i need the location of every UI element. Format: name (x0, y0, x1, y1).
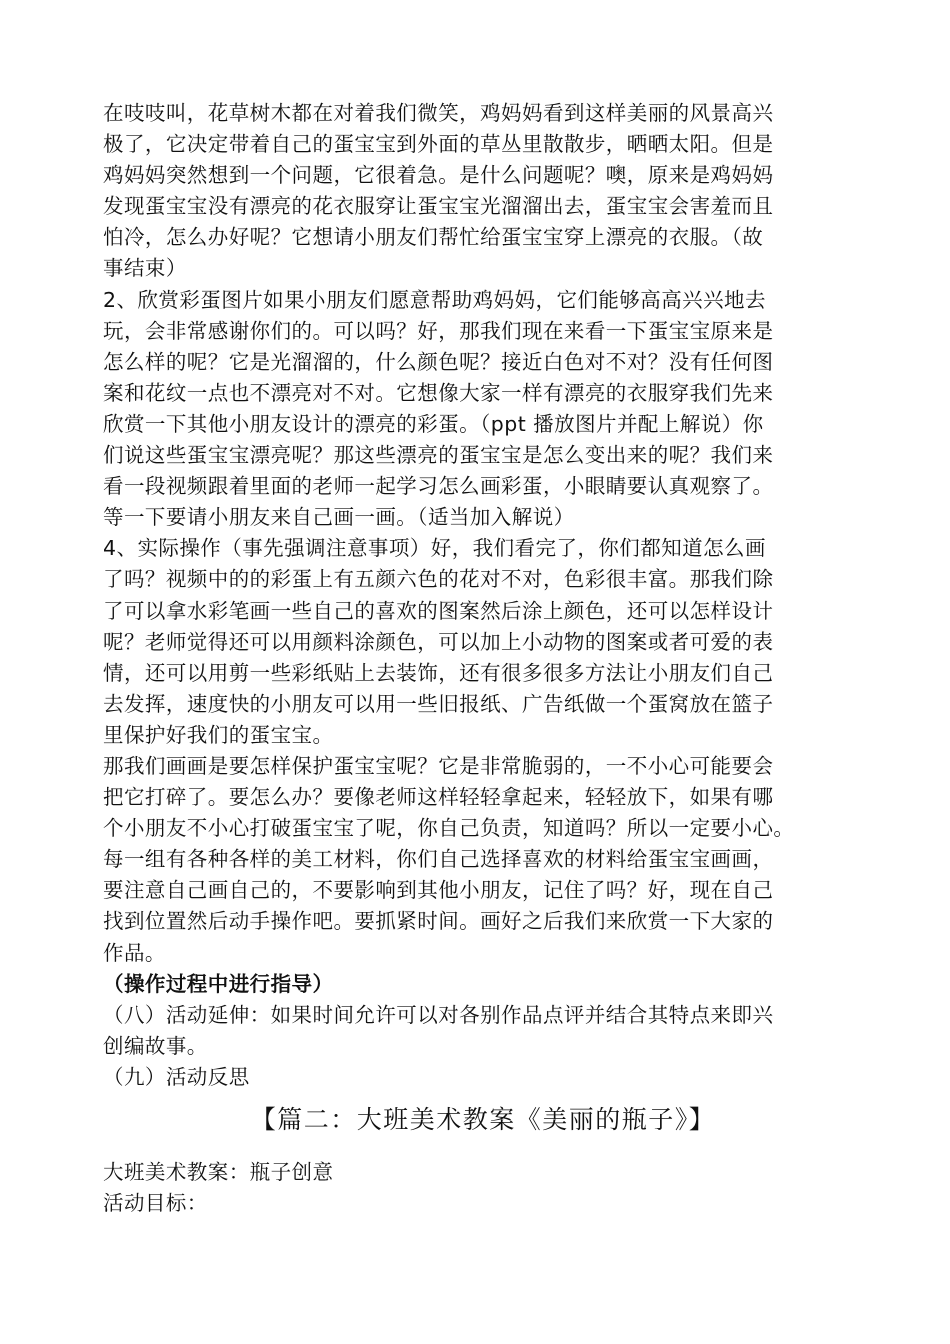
text-line: 把它打碎了。要怎么办？要像老师这样轻轻拿起来，轻轻放下，如果有哪 (103, 785, 774, 810)
text-line: 极了，它决定带着自己的蛋宝宝到外面的草丛里散散步，晒晒太阳。但是 (103, 132, 774, 157)
text-line: 发现蛋宝宝没有漂亮的花衣服穿让蛋宝宝光溜溜出去，蛋宝宝会害羞而且 (103, 194, 774, 219)
text-line: 2、欣赏彩蛋图片如果小朋友们愿意帮助鸡妈妈，它们能够高高兴兴地去 (103, 287, 766, 312)
paragraph-step-2 (103, 285, 863, 534)
text-line: 作品。 (103, 940, 166, 965)
text-line: 看一段视频跟着里面的老师一起学习怎么画彩蛋，小眼睛要认真观察了。 (103, 474, 774, 499)
activity-reflection: （九）活动反思 (103, 1064, 250, 1089)
section-heading: 【篇二：大班美术教案《美丽的瓶子》】 (250, 1105, 716, 1134)
goals-label: 活动目标： (103, 1191, 208, 1216)
text-line: 去发挥，速度快的小朋友可以用一些旧报纸、广告纸做一个蛋窝放在篮子 (103, 691, 774, 716)
text-line: 在吱吱叫，花草树木都在对着我们微笑，鸡妈妈看到这样美丽的风景高兴 (103, 101, 774, 125)
paragraph-step-4 (103, 533, 863, 751)
text-line: 等一下要请小朋友来自己画一画。（适当加入解说） (103, 505, 575, 530)
text-line: 要注意自己画自己的，不要影响到其他小朋友，记住了吗？好，现在自己 (103, 878, 774, 903)
text-line: 每一组有各种各样的美工材料，你们自己选择喜欢的材料给蛋宝宝画画， (103, 847, 774, 872)
text-line: 4、实际操作（事先强调注意事项）好，我们看完了，你们都知道怎么画 (103, 536, 766, 561)
text-line: 鸡妈妈突然想到一个问题，它很着急。是什么问题呢？噢，原来是鸡妈妈 (103, 163, 774, 188)
text-line: 了吗？视频中的的彩蛋上有五颜六色的花对不对，色彩很丰富。那我们除 (103, 567, 774, 592)
text-line: 那我们画画是要怎样保护蛋宝宝呢？它是非常脆弱的，一不小心可能要会 (103, 753, 774, 778)
text-line: 了可以拿水彩笔画一些自己的喜欢的图案然后涂上颜色，还可以怎样设计 (103, 598, 774, 623)
lesson-subtitle: 大班美术教案：瓶子创意 (103, 1160, 334, 1184)
text-line: 情，还可以用剪一些彩纸贴上去装饰，还有很多很多方法让小朋友们自己 (103, 660, 774, 685)
text-line: 怎么样的呢？它是光溜溜的，什么颜色呢？接近白色对不对？没有任何图 (103, 349, 774, 374)
text-line: 创编故事。 (103, 1033, 208, 1058)
document-page (103, 98, 863, 1219)
paragraph-protect-eggs (103, 751, 863, 969)
text-line: （八）活动延伸：如果时间允许可以对各别作品点评并结合其特点来即兴 (103, 1002, 774, 1027)
text-line: 欣赏一下其他小朋友设计的漂亮的彩蛋。（ppt 播放图片并配上解说）你 (103, 411, 764, 436)
text-line: 玩，会非常感谢你们的。可以吗？好，那我们现在来看一下蛋宝宝原来是 (103, 318, 774, 343)
text-line: 事结束） (103, 256, 187, 281)
text-line: 呢？老师觉得还可以用颜料涂颜色，可以加上小动物的图案或者可爱的表 (103, 629, 774, 654)
paragraph-story-end (103, 98, 863, 285)
activity-extension (103, 1000, 863, 1062)
text-line: 案和花纹一点也不漂亮对不对。它想像大家一样有漂亮的衣服穿我们先来 (103, 380, 774, 405)
text-line: 们说这些蛋宝宝漂亮呢？那这些漂亮的蛋宝宝是怎么变出来的呢？我们来 (103, 443, 774, 468)
text-line: 个小朋友不小心打破蛋宝宝了呢，你自己负责，知道吗？所以一定要小心。 (103, 816, 795, 841)
text-line: 里保护好我们的蛋宝宝。 (103, 722, 334, 747)
text-line: 找到位置然后动手操作吧。要抓紧时间。画好之后我们来欣赏一下大家的 (103, 909, 774, 934)
text-line: 怕冷，怎么办好呢？它想请小朋友们帮忙给蛋宝宝穿上漂亮的衣服。（故 (103, 225, 764, 250)
guidance-note: （操作过程中进行指导） (103, 971, 334, 996)
